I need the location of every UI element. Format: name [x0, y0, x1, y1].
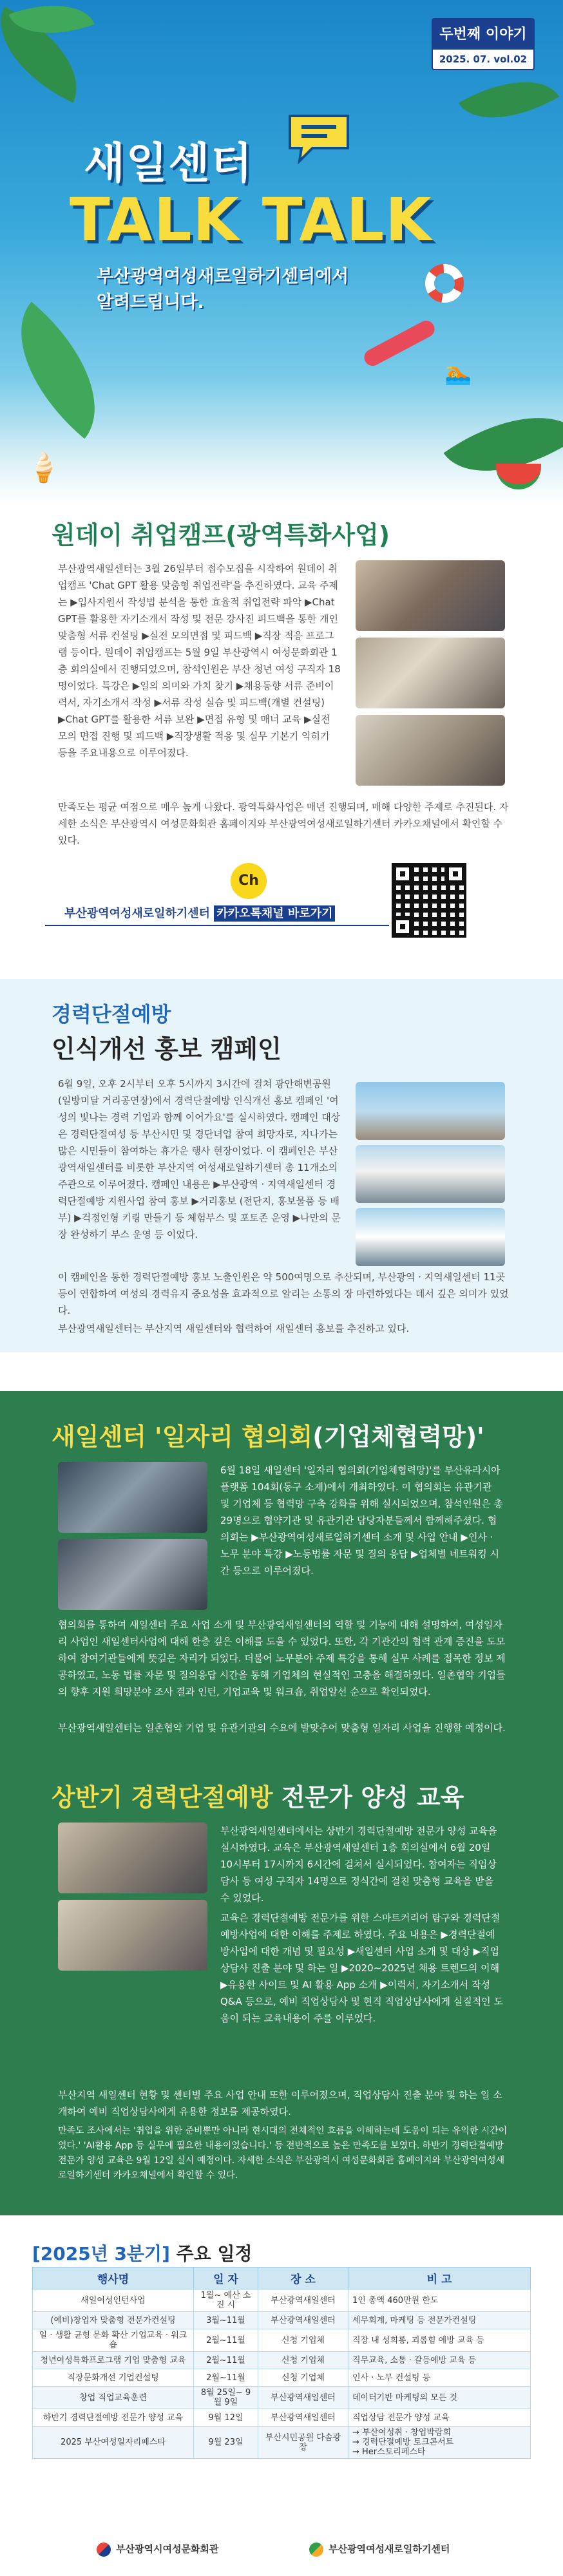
saeil-center-logo-icon	[309, 2543, 323, 2557]
section2-title-line2: 인식개선 홍보 캠페인	[52, 1035, 282, 1063]
section4-title-part2: 전문가 양성 교육	[272, 1783, 464, 1812]
schedule-cell: 부산시민공원 다솜광장	[258, 2427, 348, 2459]
schedule-cell: 9월 12일	[194, 2409, 258, 2427]
section-campaign	[0, 979, 563, 1352]
schedule-table	[32, 2267, 531, 2459]
schedule-header-row	[33, 2268, 531, 2289]
schedule-cell: 신청 기업체	[258, 2369, 348, 2387]
watermelon-icon	[496, 464, 541, 489]
issue-date: 2025. 07. vol.02	[432, 48, 535, 70]
schedule-row	[33, 2409, 531, 2427]
swim-ring-icon	[425, 264, 464, 303]
palm-leaf-decoration	[444, 383, 563, 502]
schedule-header-cell: 일 자	[194, 2268, 258, 2289]
hero-title-line2: TALK TALK	[70, 185, 433, 254]
schedule-cell: 2월~11월	[194, 2329, 258, 2352]
schedule-cell: 하반기 경력단절예방 전문가 양성 교육	[33, 2409, 194, 2427]
section2-paragraph3: 부산광역새일센터는 부산지역 새일센터와 협력하여 새일센터 홍보를 추진하고 있다.	[58, 1323, 410, 1334]
section3-title	[52, 1417, 484, 1452]
kakao-channel-icon: Ch	[231, 863, 267, 899]
schedule-header-cell: 행사명	[33, 2268, 194, 2289]
hero-banner	[0, 0, 563, 502]
schedule-row	[33, 2352, 531, 2369]
section3-paragraph1: 6월 18일 새일센터 '일자리 협의회(기업체협력망)'를 부산유라시아플랫폼 104회(동구 소재)에서 개최하였다. 이 협의회는 유관기관 및 기업체 등 협력망 구축 강화를 위해 실시되었으며, 참석인원은 총 29명으로 협약기관 및 유관기관 담당자분들께서 함께해주셨다. 협의회는 ▶부산광역여성새로일하기센터 소개 및 사업 안내 ▶인사 · 노무 분야 특강 ▶노동법률 자문 및 질의 응답 ▶업체별 네트워킹 시간 등으로 이루어졌다.	[220, 1464, 503, 1577]
section3-title-part1: 새일센터 '일자리 협의회	[52, 1423, 313, 1451]
section2-paragraph1: 6월 9일, 오후 2시부터 오후 5시까지 3시간에 걸쳐 광안해변공원(일방미달 거리공연장)에서 경력단절예방 인식개선 홍보 캠페인 '여성의 빛나는 경력 기업과 함께 이어가요'를 실시하였다. 캠페인 대상은 경력단절여성 등 부산시민 및 경단녀업 참여 희망자로, 지나가는 많은 시민들이 참여하는 휴가운 행사 현장이었다. 이 캠페인은 부산광역새일센터를 비롯한 부산지역 여성새로일하기센터 총 11개소의 주관으로 이루어졌다. 캠페인 내용은 ▶부산광역 · 지역새일센터 경력단절예방 지원사업 참여 홍보 ▶거리홍보 (전단지, 홍보물품 등 배부) ▶걱정인형 키링 만들기 등 체험부스 및 포토존 운영 ▶나만의 문장 완성하기 부스 운영 등 이었다.	[58, 1078, 341, 1240]
palm-leaf-decoration	[459, 58, 559, 142]
section2-paragraph2: 이 캠페인을 통한 경력단절예방 홍보 노출인원은 약 500여명으로 추산되며, 부산광역 · 지역새일센터 11곳 등이 연합하여 여성의 경력유지 중요성을 효과적으로 알리는 소통의 장 마련하였다는 데서 깊은 의미가 있었다.	[58, 1271, 509, 1316]
section4-paragraph4: 만족도 조사에서는 '취업을 위한 준비뿐만 아니라 현시대의 전체적인 흐름을 이해하는데 도움이 되는 유익한 시간이었다.' 'AI활용 App 등 실무에 필요한 내용이었습니다.' 등 전반적으로 높은 만족도를 보였다. 하반기 경력단절예방 전문가 양성 교육은 9월 12일 실시 예정이다. 자세한 소식은 부산광역시 여성문화회관 홈페이지와 부산광역여성새로일하기센터 카카오채널에서 확인할 수 있다.	[58, 2126, 508, 2181]
schedule-cell: 직장 내 성희롱, 괴롭힘 예방 교육 등	[348, 2329, 531, 2352]
hero-title-line1: 새일센터	[84, 138, 254, 188]
section4-title	[52, 1777, 464, 1813]
section1-title: 원데이 취업캠프(광역특화사업)	[52, 521, 390, 549]
campaign-photo	[356, 1145, 505, 1203]
hero-subtitle-line1: 부산광역여성새로일하기센터에서	[97, 267, 349, 287]
campaign-photo	[356, 1082, 505, 1140]
schedule-header-cell: 장 소	[258, 2268, 348, 2289]
footer	[0, 2528, 563, 2576]
footer-right-label: 부산광역여성새로일하기센터	[329, 2543, 450, 2555]
culture-center-logo-icon	[97, 2543, 111, 2557]
ice-cream-icon: 🍦	[26, 451, 61, 484]
issue-label: 두번째 이야기	[432, 18, 535, 48]
schedule-cell: (예비)창업자 맞춤형 전문가컨설팅	[33, 2312, 194, 2329]
section3-paragraph3: 부산광역새일센터는 일촌협약 기업 및 유관기관의 수요에 발맞추어 맞춤형 일자리 사업을 진행할 예정이다.	[58, 1722, 506, 1734]
schedule-cell: 2월~11월	[194, 2352, 258, 2369]
schedule-cell: 새일여성인턴사업	[33, 2289, 194, 2312]
qr-code[interactable]	[389, 860, 469, 940]
schedule-cell: 직무교육, 소통 · 갈등예방 교육 등	[348, 2352, 531, 2369]
section3-paragraph2: 협의회를 통하여 새일센터 주요 사업 소개 및 부산광역새일센터의 역할 및 기능에 대해 설명하여, 여성일자리 사업인 새일센터사업에 대해 한층 깊은 이해를 도울 수 있었다. 또한, 각 기관간의 협력 관계 증진을 도모하여 참여기관들에게 뜻깊은 자리가 되었다. 더불어 노무분야 주제 특강을 통해 실무 사례를 접목한 정보 제공하였고, 노동 법률 자문 및 질의응답 시간을 통해 기업체의 현실적인 고충을 해결하였다. 일촌협약 기업들의 향후 지원 희망분야 조사 결과 인턴, 기업교육 및 워크숍, 취업알선 순으로 확인되었다.	[58, 1619, 506, 1698]
qr-corner	[392, 916, 414, 938]
kakao-channel-link[interactable]	[64, 904, 335, 921]
section3-title-part2: (기업체협력망)'	[312, 1423, 484, 1451]
schedule-row	[33, 2369, 531, 2387]
section1-paragraph1: 부산광역새일센터는 3월 26일부터 접수모집을 시작하여 원데이 취업캠프 'Chat GPT 활용 맞춤형 취업전략'을 추진하였다. 교육 주제는 ▶입사지원서 작성법 분석을 통한 효율적 취업전략 파악 ▶Chat GPT를 활용한 자기소개서 작성 및 전문 강사진 피드백을 통한 개인 맞춤형 서류 컨설팅 ▶실전 모의면접 및 피드백 ▶직장 적응 프로그램 등이다. 원데이 취업캠프는 5월 9일 부산광역시 여성문화회관 1층 회의실에서 진행되었으며, 참석인원은 부산 청년 여성 구직자 18명이었다. 특강은 ▶일의 의미와 가치 찾기 ▶채용동향 서류 준비이력서, 자기소개서 작성 ▶서류 작성 실습 및 피드백(개별 컨설팅) ▶Chat GPT를 활용한 서류 보완 ▶면접 유형 및 매너 교육 ▶실전 모의 면접 진행 및 피드백 ▶직장생활 적응 및 실무 기본기 익히기 등을 주요내용으로 이루어졌다.	[58, 563, 341, 759]
schedule-cell: 3월~11월	[194, 2312, 258, 2329]
schedule-cell: 8월 25일~ 9월 9일	[194, 2387, 258, 2409]
schedule-cell: 데이터기반 마케팅의 모든 것	[348, 2387, 531, 2409]
swimmer-icon: 🏊	[444, 361, 472, 386]
schedule-header-cell: 비 고	[348, 2268, 531, 2289]
section2-title-line1: 경력단절예방	[52, 1002, 171, 1027]
schedule-cell: 2025 부산여성일자리페스타	[33, 2427, 194, 2459]
qr-corner	[392, 863, 414, 885]
schedule-cell: 신청 기업체	[258, 2329, 348, 2352]
schedule-cell: 부산광역새일센터	[258, 2409, 348, 2427]
schedule-cell: 세무회계, 마케팅 등 전문가컨설팅	[348, 2312, 531, 2329]
section4-paragraph3: 부산지역 새일센터 현황 및 센터별 주요 사업 안내 또한 이루어졌으며, 직업상담사 진출 분야 및 하는 일 소개하여 예비 직업상담사에게 유용한 정보를 제공하였다.	[58, 2089, 502, 2117]
schedule-cell: 부산광역새일센터	[258, 2289, 348, 2312]
hero-subtitle	[97, 264, 348, 316]
schedule-row	[33, 2329, 531, 2352]
section4-title-part1: 상반기 경력단절예방	[52, 1783, 273, 1812]
schedule-cell: 인사 · 노무 컨설팅 등	[348, 2369, 531, 2387]
schedule-cell: 청년여성특화프로그램 기업 맞춤형 교육	[33, 2352, 194, 2369]
schedule-title-quarter: [2025년 3분기]	[32, 2243, 170, 2264]
schedule-cell: 1월~ 예산 소진 시	[194, 2289, 258, 2312]
camp-photo	[356, 638, 505, 708]
schedule-cell: 2월~11월	[194, 2369, 258, 2387]
kakao-channel-button[interactable]: 카카오톡채널 바로가기	[214, 905, 335, 922]
schedule-cell: → 부산여성취 · 창업박람회 → 경력단절예방 토크콘서트 → Her스토리페스타	[348, 2427, 531, 2459]
schedule-row	[33, 2387, 531, 2409]
section4-paragraph1: 부산광역새일센터에서는 상반기 경력단절예방 전문가 양성 교육을 실시하였다. 교육은 부산광역새일센터 1층 회의실에서 6월 20일 10시부터 17시까지 6시간에 걸쳐서 실시되었다. 참여자는 직업상담사 등 여성 구직자 14명으로 정식간에 걸친 맞춤형 교육을 받을 수 있었다.	[220, 1825, 497, 1904]
footer-left-label: 부산광역시여성문화회관	[116, 2543, 219, 2555]
schedule-cell: 1인 총액 460만원 한도	[348, 2289, 531, 2312]
schedule-title	[32, 2240, 253, 2266]
surfboard-icon	[361, 317, 437, 368]
section-oneday-camp	[0, 515, 563, 876]
qr-corner	[444, 863, 466, 885]
palm-leaf-decoration	[0, 302, 130, 439]
camp-photo	[356, 715, 505, 786]
schedule-row	[33, 2289, 531, 2312]
training-photo	[58, 1823, 207, 1893]
schedule-cell: 직업상담 전문가 양성 교육	[348, 2409, 531, 2427]
schedule-cell: 부산광역새일센터	[258, 2387, 348, 2409]
schedule-title-rest: 주요 일정	[169, 2243, 253, 2264]
schedule-row	[33, 2427, 531, 2459]
council-photo	[58, 1462, 207, 1533]
issue-badge	[432, 18, 535, 70]
camp-photo	[356, 560, 505, 631]
footer-logo-left	[97, 2542, 218, 2557]
kakao-channel-name: 부산광역여성새로일하기센터	[64, 907, 211, 920]
schedule-cell: 창업 직업교육훈련	[33, 2387, 194, 2409]
section-green-block	[0, 1391, 563, 2215]
council-photo	[58, 1539, 207, 1610]
schedule-row	[33, 2312, 531, 2329]
campaign-photo	[356, 1208, 505, 1266]
section4-paragraph2: 교육은 경력단절예방 전문가를 위한 스마트커리어 탐구와 경력단절예방사업에 대한 이해를 주제로 하였다. 주요 내용은 ▶경력단절예방사업에 대한 개념 및 필요성 ▶새일센터 사업 소개 및 대상 ▶직업상담사 진출 분야 및 하는 일 ▶2020~2025년 채용 트렌드의 이해 ▶유용한 사이트 및 AI 활용 App 소개 ▶이력서, 자기소개서 작성 Q&A 등으로, 예비 직업상담사 및 현직 직업상담사에게 실질적인 도움이 되는 교육내용이 주를 이루었다.	[220, 1912, 503, 2024]
speech-bubble-icon	[283, 109, 354, 167]
divider	[45, 925, 419, 926]
schedule-cell: 직장문화개선 기업컨설팅	[33, 2369, 194, 2387]
schedule-cell: 부산광역새일센터	[258, 2312, 348, 2329]
footer-logo-right	[309, 2542, 450, 2557]
section1-paragraph2: 만족도는 평균 여점으로 매우 높게 나왔다. 광역특화사업은 매년 진행되며, 매해 다양한 주제로 추진된다. 자세한 소식은 부산광역시 여성문화회관 홈페이지와 부산광역여성새로일하기센터 카카오채널에서 확인할 수 있다.	[58, 801, 509, 846]
schedule-cell: 9월 23일	[194, 2427, 258, 2459]
training-photo	[58, 1900, 207, 1971]
schedule-cell: 신청 기업체	[258, 2352, 348, 2369]
hero-subtitle-line2: 알려드립니다.	[97, 292, 204, 312]
schedule-cell: 일 · 생활 균형 문화 확산 기업교육 · 워크숍	[33, 2329, 194, 2352]
